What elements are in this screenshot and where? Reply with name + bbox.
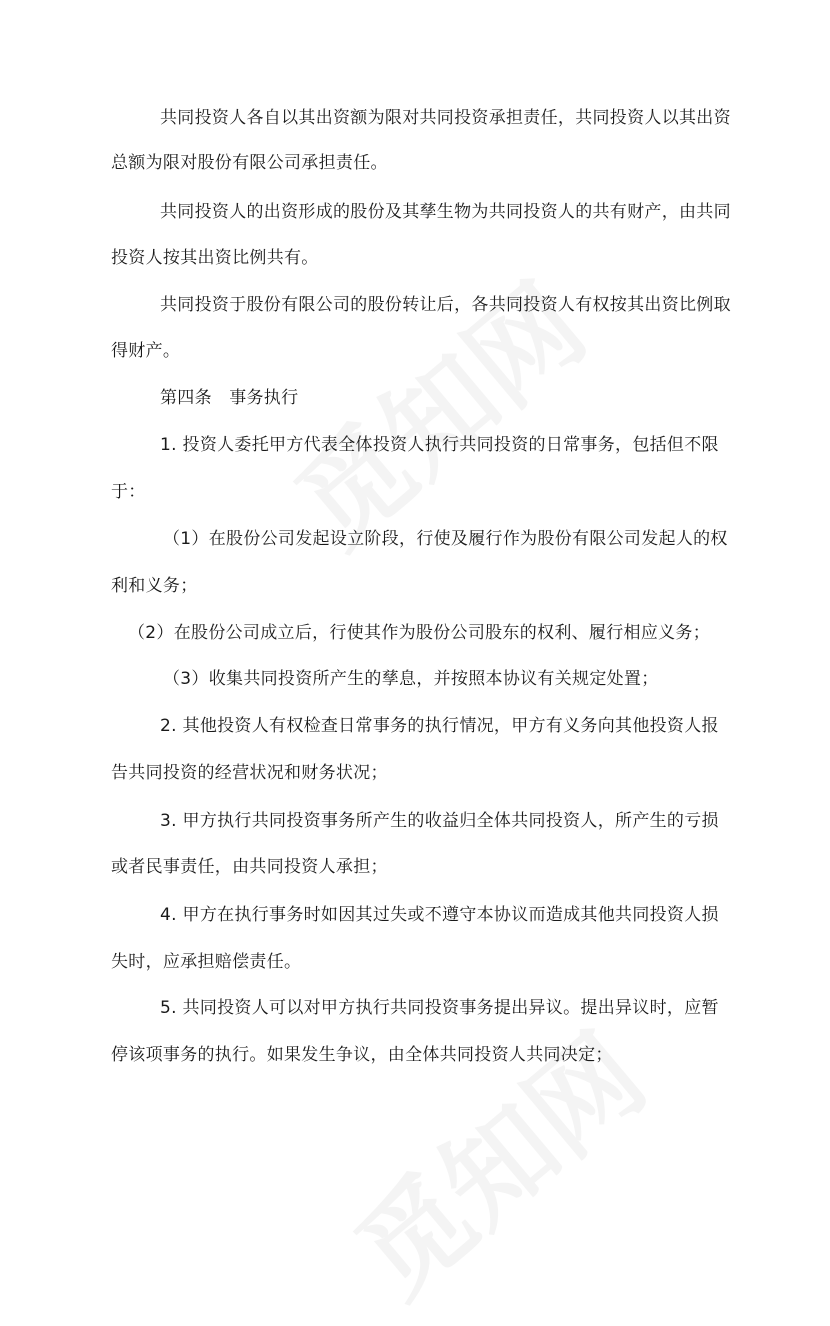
paragraph-line: 5. 共同投资人可以对甲方执行共同投资事务提出异议。提出异议时，应暂 xyxy=(160,998,719,1018)
paragraph-line: 3. 甲方执行共同投资事务所产生的收益归全体共同投资人，所产生的亏损 xyxy=(160,811,719,831)
paragraph-line: 于： xyxy=(111,482,146,502)
paragraph-line: 告共同投资的经营状况和财务状况； xyxy=(111,763,388,783)
watermark xyxy=(258,242,612,575)
paragraph-line: 共同投资于股份有限公司的股份转让后，各共同投资人有权按其出资比例取 xyxy=(160,295,731,315)
paragraph-line: 得财产。 xyxy=(111,341,181,361)
paragraph-line: 2. 其他投资人有权检查日常事务的执行情况，甲方有义务向其他投资人报 xyxy=(160,716,719,736)
paragraph-line: 停该项事务的执行。如果发生争议，由全体共同投资人共同决定； xyxy=(111,1045,613,1065)
paragraph-line: 或者民事责任，由共同投资人承担； xyxy=(111,857,388,877)
paragraph-line: 4. 甲方在执行事务时如因其过失或不遵守本协议而造成其他共同投资人损 xyxy=(160,905,719,925)
paragraph-line: 利和义务； xyxy=(111,576,198,596)
paragraph-line: 共同投资人各自以其出资额为限对共同投资承担责任，共同投资人以其出资 xyxy=(160,108,731,128)
paragraph-line: 失时，应承担赔偿责任。 xyxy=(111,952,302,972)
watermark xyxy=(318,992,672,1325)
paragraph-line: （1）在股份公司发起设立阶段，行使及履行作为股份有限公司发起人的权 xyxy=(163,529,728,549)
paragraph-line: 1. 投资人委托甲方代表全体投资人执行共同投资的日常事务，包括但不限 xyxy=(160,435,719,455)
paragraph-line: 总额为限对股份有限公司承担责任。 xyxy=(111,153,388,173)
paragraph-line: （2）在股份公司成立后，行使其作为股份公司股东的权利、履行相应义务； xyxy=(128,623,711,643)
section-heading: 第四条 事务执行 xyxy=(160,388,299,408)
paragraph-line: （3）收集共同投资所产生的孳息，并按照本协议有关规定处置； xyxy=(163,669,659,689)
paragraph-line: 投资人按其出资比例共有。 xyxy=(111,248,319,268)
paragraph-line: 共同投资人的出资形成的股份及其孳生物为共同投资人的共有财产，由共同 xyxy=(160,202,731,222)
